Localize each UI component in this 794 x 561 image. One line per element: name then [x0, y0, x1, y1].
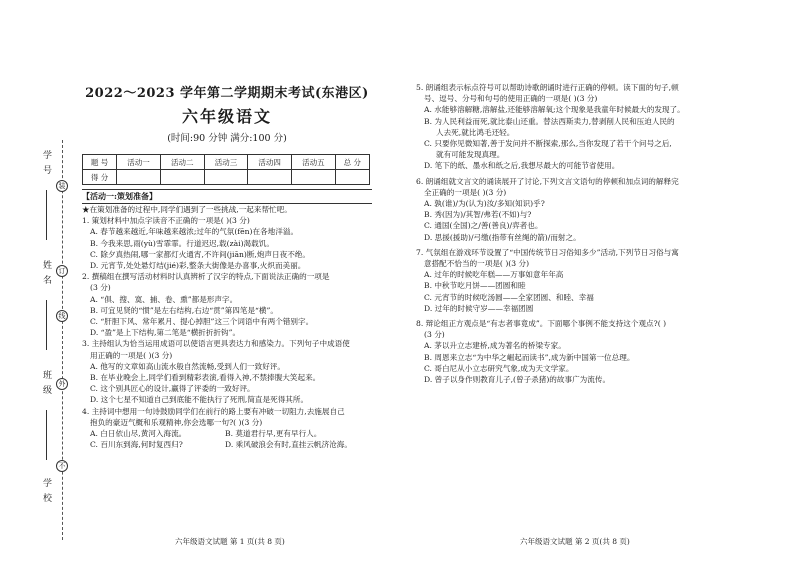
- intro-text: ★在策划准备的过程中,同学们遇到了一些挑战,一起来帮忙吧。: [82, 205, 292, 214]
- exam-title: 2022～2023 学年第二学期期末考试(东港区): [85, 86, 369, 101]
- question-stem-cont: 意搭配不恰当的一项是( )(3 分): [424, 259, 530, 269]
- binding-circle-mark: 订: [56, 265, 68, 277]
- binding-label-student-id: 学号: [41, 150, 51, 180]
- binding-circle-mark: 装: [56, 180, 68, 192]
- question-stem-cont: 号、逗号、分号和句号的使用正确的一项是( )(3 分): [424, 94, 598, 104]
- page-footer-left: 六年级语文试题 第 1 页(共 8 页): [175, 537, 285, 546]
- score-table-header-cell: 活动二: [160, 155, 204, 170]
- option[interactable]: D. 曾子以身作则教育儿子,(曾子杀猪)的故事广为流传。: [424, 375, 611, 385]
- binding-fill-line: [46, 410, 47, 460]
- binding-label-school: 学校: [41, 478, 51, 508]
- option[interactable]: A. 他写的文章如高山流水般自然流畅,受到人们一致好评。: [90, 361, 285, 371]
- score-table-row-label: 得 分: [83, 170, 117, 185]
- option[interactable]: C. 哥白尼从小立志研究气象,成为天文学家。: [424, 363, 574, 373]
- exam-subject: 六年级语文: [181, 107, 272, 126]
- question-stem-cont: 用正确的一项是( )(3 分): [90, 350, 173, 360]
- option[interactable]: C. 只要你见微知著,善于发问并不断探索,那么,当你发现了若干个问号之后,: [424, 139, 672, 149]
- question-7: [416, 247, 786, 314]
- question-8: [416, 318, 786, 385]
- score-table-header-cell: 活动四: [248, 155, 292, 170]
- binding-circle-mark: 线: [56, 310, 68, 322]
- right-column: [416, 82, 786, 385]
- option[interactable]: D. 这个七星不知道自己到底能不能执行了死刑,简直是死得其所。: [90, 395, 309, 405]
- question-3: [82, 338, 372, 405]
- option[interactable]: D. “盈”是上下结构,第二笔是“横折折折钩”。: [90, 328, 241, 338]
- score-table-header-cell: 活动五: [292, 155, 336, 170]
- option[interactable]: C. 元宵节的时候吃汤圆——全家团圆、和睦、幸福: [424, 292, 594, 302]
- question-2: [82, 271, 372, 338]
- score-table-header-cell: 活动一: [117, 155, 161, 170]
- option[interactable]: C. 百川东到海,何时复西归?: [90, 440, 183, 450]
- score-table-header-row: [83, 155, 370, 170]
- question-stem-cont: (3 分): [90, 283, 111, 293]
- option[interactable]: B. 为人民利益而死,就比泰山还重。替法西斯卖力,替剥削人民和压迫人民的: [424, 116, 675, 126]
- option[interactable]: B. 莫道君行早,更有早行人。: [225, 429, 322, 439]
- option[interactable]: D. 思援(援助)/弓缴(指带有丝绳的箭)/而射之。: [424, 232, 581, 242]
- binding-circle-mark: 不: [56, 460, 68, 472]
- question-stem: 6. 朗诵组就文言文的诵读展开了讨论,下列文言文语句的停顿和加点词的解释完: [416, 176, 679, 186]
- score-cell[interactable]: [292, 170, 336, 185]
- question-stem-cont: (3 分): [424, 330, 445, 340]
- option-cont: 就有可能发现真理。: [436, 150, 505, 160]
- binding-strip: [0, 0, 80, 561]
- section-title: 【活动一:策划准备】: [82, 189, 372, 204]
- exam-time-info: (时间:90 分钟 满分:100 分): [167, 133, 287, 144]
- binding-label-class: 班级: [41, 370, 51, 400]
- score-table-header-cell: 题 号: [83, 155, 117, 170]
- question-6: [416, 176, 786, 243]
- option[interactable]: B. 今我来思,雨(yù)雪霏霏。行道迟迟,载(zài)渴载饥。: [90, 238, 274, 248]
- score-cell[interactable]: [160, 170, 204, 185]
- question-stem-cont: 抱负的豪迈气概和乐观精神,你会选哪一句?( )(3 分): [90, 417, 263, 427]
- option[interactable]: A. 茅以升立志建桥,成为著名的桥梁专家。: [424, 341, 566, 351]
- option[interactable]: B. 秀(因为)/其智/弗若(不如)与?: [424, 210, 532, 220]
- question-stem: 8. 辩论组正方观点是“有志者事竟成”。下面哪个事例不能支持这个观点?( ): [416, 319, 667, 329]
- score-cell[interactable]: [335, 170, 369, 185]
- option[interactable]: D. 乘风破浪会有时,直挂云帆济沧海。: [225, 440, 352, 450]
- option[interactable]: B. 周恩来立志“为中华之崛起而读书”,成为新中国第一位总理。: [424, 352, 635, 362]
- option[interactable]: B. 可宜见贤的“惯”是左右结构,右边“贯”第四笔是“横”。: [90, 305, 278, 315]
- option[interactable]: D. 过年的时候守岁——幸福团圆: [424, 303, 534, 313]
- page-footer-right: 六年级语文试题 第 2 页(共 8 页): [520, 537, 630, 546]
- question-1: [82, 215, 372, 271]
- option[interactable]: A. 孰(谁)/为(认为)汝/多知(知识)乎?: [424, 199, 545, 209]
- binding-label-name: 姓名: [41, 260, 51, 290]
- option[interactable]: A. “俱、搜、寞、捕、卷、熏”都是形声字。: [90, 294, 238, 304]
- question-stem: 3. 主持组认为恰当运用成语可以使语言更具表达力和感染力。下列句子中成语使: [82, 339, 350, 349]
- score-table-score-row: [83, 170, 370, 185]
- option-row: [82, 428, 372, 439]
- option[interactable]: C. 通国(全国)之/善(善良)/弈者也。: [424, 221, 543, 231]
- option[interactable]: A. 春节越来越近,年味越来越浓;过年的气氛(fēn)在各地洋溢。: [90, 227, 299, 237]
- option[interactable]: D. 笔下的纸、墨水和纸之后,我想尽最大的可能节省使用。: [424, 161, 620, 171]
- binding-fill-line: [46, 300, 47, 350]
- option-cont: 人去死,就比鸿毛还轻。: [436, 127, 515, 137]
- option[interactable]: A. 水能够溶解糖,溶解盐,还能够溶解氧;这个现象是我童年时候最大的发现了。: [424, 105, 685, 115]
- question-5: [416, 82, 786, 172]
- score-cell[interactable]: [117, 170, 161, 185]
- option[interactable]: A. 过年的时候吃年糕——万事如意年年高: [424, 270, 564, 280]
- question-stem: 5. 朗诵组表示标点符号可以帮助诗歌朗诵时进行正确的停顿。读下面的句子,顿: [416, 83, 679, 92]
- left-column: [82, 82, 372, 450]
- score-table: [82, 154, 370, 185]
- score-table-header-cell: 总 分: [335, 155, 369, 170]
- question-stem: 4. 主持词中想用一句诗鼓励同学们在前行的路上要有冲破一切阻力,去施展自己: [82, 406, 345, 416]
- option[interactable]: C. 这个别具匠心的设计,赢得了评委的一致好评。: [90, 384, 255, 394]
- question-stem: 7. 气氛组在游戏环节设置了“中国传统节日习俗知多少”活动,下列节日习俗与寓: [416, 247, 679, 257]
- score-cell[interactable]: [204, 170, 248, 185]
- option[interactable]: C. “肝胆下风、常年累月、提心掉胆”这三个词语中有两个错别字。: [90, 317, 314, 327]
- option[interactable]: A. 白日依山尽,黄河入海流。: [90, 429, 187, 439]
- score-table-header-cell: 活动三: [204, 155, 248, 170]
- section-intro: [82, 204, 372, 215]
- binding-dashed-line: [62, 140, 63, 540]
- option[interactable]: C. 除夕真热闹,哪一家都灯火通宵,不许间(jiān)断,炮声日夜不绝。: [90, 249, 310, 259]
- option[interactable]: B. 中秋节吃月饼——团圆和睦: [424, 281, 526, 291]
- question-4: [82, 406, 372, 451]
- binding-circle-mark: 外: [56, 378, 68, 390]
- question-stem-cont: 全正确的一项是( )(3 分): [424, 187, 507, 197]
- option-row: [82, 439, 372, 450]
- question-stem: 2. 撰稿组在撰写活动材料时认真辨析了汉字的特点,下面说法正确的一项是: [82, 272, 330, 282]
- binding-fill-line: [46, 190, 47, 240]
- score-cell[interactable]: [248, 170, 292, 185]
- option[interactable]: B. 在毕业晚会上,同学们看到精彩表演,看得入神,不禁捧腹大笑起来。: [90, 373, 321, 383]
- option[interactable]: D. 元宵节,处处悬灯结(jié)彩,整条大街像是办喜事,火炽而美丽。: [90, 261, 306, 271]
- question-stem: 1. 策划材料中加点字读音不正确的一项是( )(3 分): [82, 216, 250, 226]
